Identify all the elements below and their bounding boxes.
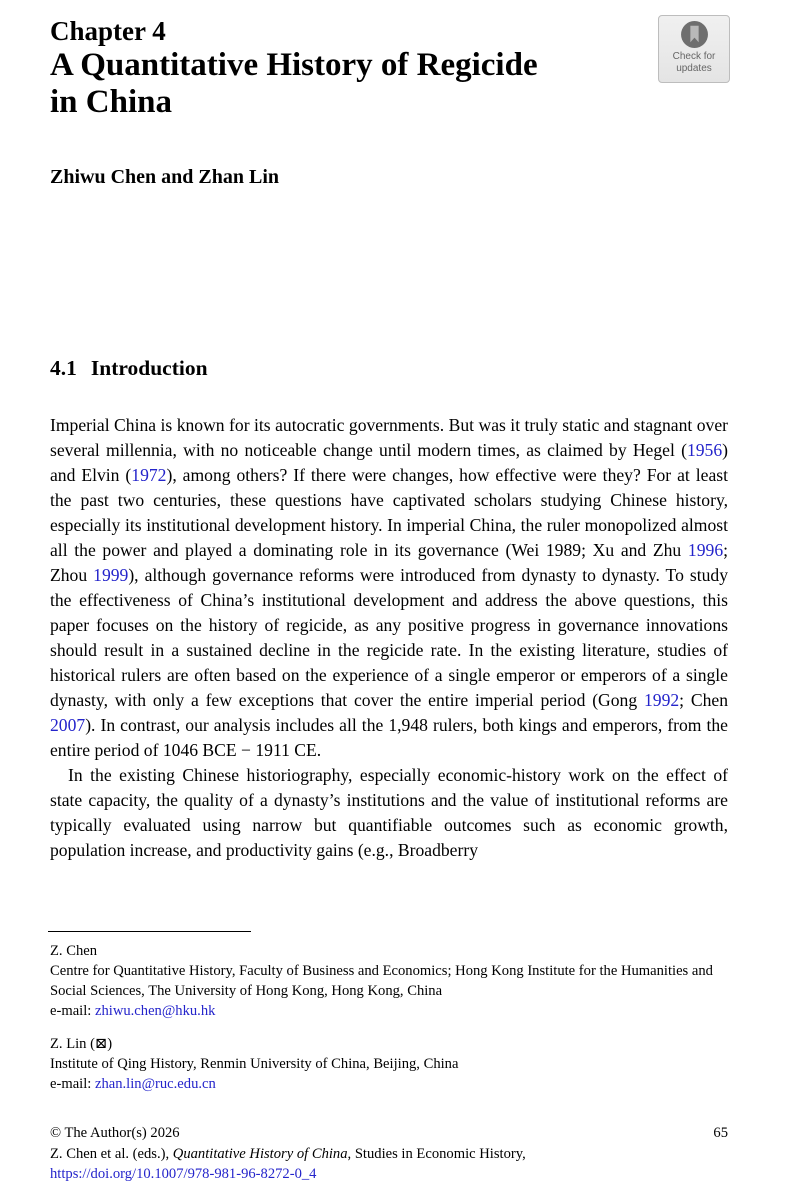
footnote-affiliation: Centre for Quantitative History, Faculty of Business and Economics; Hong Kong Institute for the Humanities and Social Sciences, The University of Hong Kong, Hong Kong, China bbox=[50, 963, 713, 999]
citation-link[interactable]: 1972 bbox=[131, 465, 167, 485]
email-link[interactable]: zhan.lin@ruc.edu.cn bbox=[94, 1076, 216, 1092]
text-segment: ) and Elvin ( bbox=[50, 440, 728, 485]
footnote-email-line bbox=[50, 1001, 730, 1021]
copyright-row bbox=[50, 1123, 728, 1144]
text-segment: ), although governance reforms were introduced from dynasty to dynasty. To study the effectiveness of China’s institutional development and address the above questions, this paper focuses on the history of regicide, as any positive progress in governance innovations should result in a sustained decline in the regicide rate. In the existing literature, studies of historical rulers are often based on the experience of a single emperor or emperors of a single dynasty, with only a few exceptions that cover the entire imperial period (Gong bbox=[50, 565, 728, 710]
footnote-author-2 bbox=[50, 1034, 730, 1094]
footnote-author-name: Z. Chen bbox=[50, 943, 98, 959]
citation-link[interactable]: 1996 bbox=[687, 540, 724, 560]
email-label: e-mail: bbox=[50, 1003, 95, 1019]
text-segment: ), among others? If there were changes, how effective were they? For at least the past two centuries, these questions have captivated scholars studying Chinese history, especially its institutional development history. In imperial China, the ruler monopolized almost all the power and played a dominating role in its governance (Wei 1989; Xu and Zhu bbox=[50, 465, 728, 560]
footnote-separator-rule bbox=[48, 931, 251, 932]
chapter-title-line1: A Quantitative History of Regicide bbox=[50, 47, 538, 83]
badge-label: Check for updates bbox=[672, 51, 716, 74]
copyright-text: © The Author(s) 2026 bbox=[50, 1125, 180, 1141]
book-citation-line bbox=[50, 1144, 728, 1165]
chapter-title bbox=[50, 47, 650, 121]
book-title-italic: Quantitative History of China bbox=[172, 1145, 348, 1162]
citation-link[interactable]: 2007 bbox=[50, 715, 86, 735]
footnote-author-name: Z. Lin (⊠) bbox=[50, 1036, 113, 1052]
body-paragraph-1 bbox=[50, 413, 728, 763]
text-segment: , Studies in Economic History, bbox=[347, 1145, 526, 1162]
author-footnotes bbox=[50, 941, 730, 1094]
email-link[interactable]: zhiwu.chen@hku.hk bbox=[94, 1003, 216, 1019]
footnote-email-line bbox=[50, 1074, 730, 1094]
citation-link[interactable]: 1999 bbox=[93, 565, 129, 585]
citation-link[interactable]: 1992 bbox=[643, 690, 680, 710]
section-title: Introduction bbox=[90, 356, 208, 380]
chapter-title-line2: in China bbox=[50, 84, 172, 120]
footnote-affiliation: Institute of Qing History, Renmin University of China, Beijing, China bbox=[50, 1056, 459, 1072]
email-label: e-mail: bbox=[50, 1076, 95, 1092]
section-number: 4.1 bbox=[50, 356, 77, 380]
text-segment: In the existing Chinese historiography, especially economic-history work on the effect of state capacity, the quality of a dynasty’s institutions and the value of institutional reforms are typically evaluated using narrow but quantifiable outcomes such as economic growth, population increase, and productivity gains (e.g., Broadberry bbox=[50, 765, 728, 860]
text-segment: ; Zhou bbox=[50, 540, 728, 585]
text-segment: ; Chen bbox=[679, 690, 728, 710]
text-segment: ). In contrast, our analysis includes all the 1,948 rulers, both kings and emperors, from the entire period of 1046 BCE − 1911 CE. bbox=[50, 715, 728, 760]
page-footer bbox=[50, 1123, 728, 1185]
doi-link[interactable]: https://doi.org/10.1007/978-981-96-8272-0_4 bbox=[50, 1166, 317, 1182]
chapter-label: Chapter 4 bbox=[50, 16, 166, 46]
body-text bbox=[50, 413, 728, 863]
bookmark-icon bbox=[680, 20, 709, 49]
citation-link[interactable]: 1956 bbox=[686, 440, 723, 460]
text-segment: Imperial China is known for its autocratic governments. But was it truly static and stagnant over several millennia, with no noticeable change until modern times, as claimed by Hegel ( bbox=[50, 415, 728, 460]
authors-line: Zhiwu Chen and Zhan Lin bbox=[50, 166, 280, 188]
check-for-updates-badge[interactable] bbox=[658, 15, 730, 83]
footnote-author-1 bbox=[50, 941, 730, 1021]
section-heading bbox=[50, 356, 208, 381]
body-paragraph-2 bbox=[50, 763, 728, 863]
text-segment: Z. Chen et al. (eds.), bbox=[50, 1145, 173, 1162]
page-number: 65 bbox=[713, 1125, 728, 1141]
